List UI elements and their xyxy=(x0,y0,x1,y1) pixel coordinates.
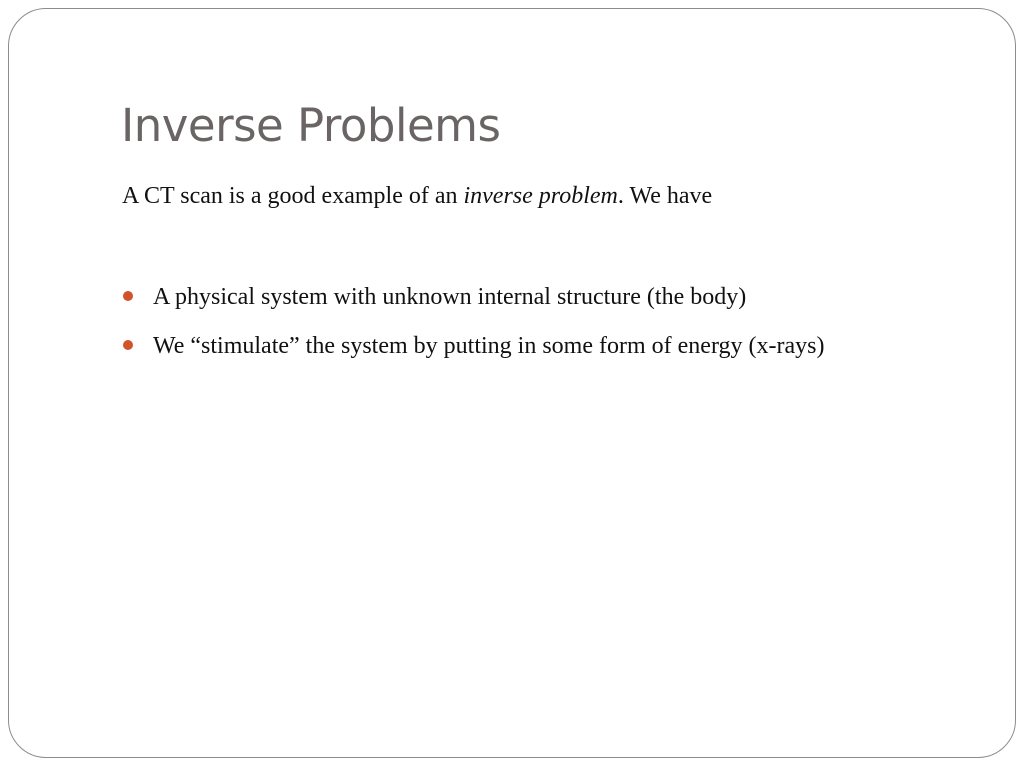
bullet-text: A physical system with unknown internal structure (the body) xyxy=(153,284,747,310)
intro-emphasis: inverse problem xyxy=(463,183,618,209)
bullet-item xyxy=(122,277,952,318)
slide xyxy=(8,8,1016,758)
intro-paragraph xyxy=(122,179,712,213)
bullet-dot-icon xyxy=(123,340,133,350)
bullet-text: We “stimulate” the system by putting in some form of energy (x-rays) xyxy=(153,333,825,359)
bullet-item xyxy=(122,326,952,367)
bullet-dot-icon xyxy=(123,291,133,301)
slide-title: Inverse Problems xyxy=(121,99,501,152)
intro-text-end: . We have xyxy=(617,183,713,209)
intro-text-start: A CT scan is a good example of an xyxy=(122,183,464,209)
bullet-list xyxy=(122,277,952,375)
